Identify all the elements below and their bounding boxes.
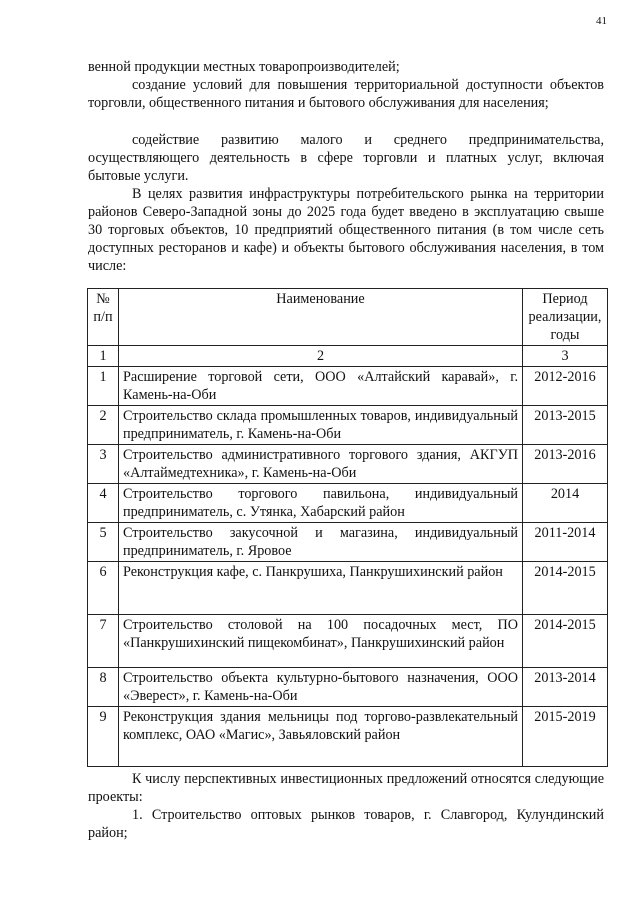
row-period: 2012-2016 bbox=[523, 367, 608, 406]
page-number: 41 bbox=[596, 15, 607, 27]
row-number: 4 bbox=[88, 484, 119, 523]
row-name: Расширение торговой сети, ООО «Алтайский каравай», г. Камень-на-Оби bbox=[119, 367, 523, 406]
paragraph-project-1: 1. Строительство оптовых рынков товаров, г. Славгород, Кулундинский район; bbox=[88, 807, 604, 841]
row-name: Строительство торгового павильона, индивидуальный предприниматель, с. Утянка, Хабарский район bbox=[119, 484, 523, 523]
row-name: Реконструкция здания мельницы под торгово-развлекательный комплекс, ОАО «Магис», Завьяловский район bbox=[119, 707, 523, 767]
column-number: 1 bbox=[88, 346, 119, 367]
row-name: Строительство столовой на 100 посадочных мест, ПО «Панкрушихинский пищекомбинат», Панкрушихинский район bbox=[119, 615, 523, 668]
row-number: 2 bbox=[88, 406, 119, 445]
row-name: Строительство склада промышленных товаров, индивидуальный предприниматель, г. Камень-на-Оби bbox=[119, 406, 523, 445]
row-period: 2013-2016 bbox=[523, 445, 608, 484]
row-number: 6 bbox=[88, 562, 119, 615]
row-name: Строительство закусочной и магазина, индивидуальный предприниматель, г. Яровое bbox=[119, 523, 523, 562]
row-number: 7 bbox=[88, 615, 119, 668]
row-period: 2013-2014 bbox=[523, 668, 608, 707]
header-name: Наименование bbox=[119, 289, 523, 346]
header-number: № п/п bbox=[88, 289, 119, 346]
header-period: Период реализации, годы bbox=[523, 289, 608, 346]
row-period: 2013-2015 bbox=[523, 406, 608, 445]
row-number: 8 bbox=[88, 668, 119, 707]
column-number-row bbox=[88, 346, 608, 367]
paragraph-investment-proposals: К числу перспективных инвестиционных предложений относятся следующие проекты: bbox=[88, 771, 604, 805]
column-number: 3 bbox=[523, 346, 608, 367]
paragraph-infrastructure: В целях развития инфраструктуры потребительского рынка на территории районов Северо-Западной зоны до 2025 года будет введено в эксплуатацию свыше 30 торговых объектов, 10 предприятий общественного питания (в том числе сеть доступных ресторанов и кафе) и объекты бытового обслуживания населения, в том числе: bbox=[88, 186, 604, 274]
row-number: 5 bbox=[88, 523, 119, 562]
row-number: 1 bbox=[88, 367, 119, 406]
table-row bbox=[88, 562, 608, 615]
row-period: 2014-2015 bbox=[523, 562, 608, 615]
paragraph-small-business: содействие развитию малого и среднего предпринимательства, осуществляющего деятельность в сфере торговли и платных услуг, включая бытовые услуги. bbox=[88, 132, 604, 184]
row-period: 2011-2014 bbox=[523, 523, 608, 562]
table-row bbox=[88, 406, 608, 445]
paragraph-continuation: венной продукции местных товаропроизводителей; bbox=[88, 59, 400, 75]
table-header-row bbox=[88, 289, 608, 346]
row-number: 3 bbox=[88, 445, 119, 484]
row-number: 9 bbox=[88, 707, 119, 767]
table-row bbox=[88, 445, 608, 484]
paragraph-accessibility: создание условий для повышения территориальной доступности объектов торговли, общественного питания и бытового обслуживания для населения; bbox=[88, 77, 604, 111]
table-row bbox=[88, 367, 608, 406]
row-period: 2014 bbox=[523, 484, 608, 523]
table-row bbox=[88, 668, 608, 707]
table-row bbox=[88, 523, 608, 562]
row-name: Строительство административного торгового здания, АКГУП «Алтаймедтехника», г. Камень-на-Оби bbox=[119, 445, 523, 484]
table-row bbox=[88, 615, 608, 668]
column-number: 2 bbox=[119, 346, 523, 367]
row-period: 2014-2015 bbox=[523, 615, 608, 668]
row-name: Реконструкция кафе, с. Панкрушиха, Панкрушихинский район bbox=[119, 562, 523, 615]
table-row bbox=[88, 484, 608, 523]
projects-table bbox=[87, 288, 608, 767]
row-name: Строительство объекта культурно-бытового назначения, ООО «Эверест», г. Камень-на-Оби bbox=[119, 668, 523, 707]
table-row bbox=[88, 707, 608, 767]
row-period: 2015-2019 bbox=[523, 707, 608, 767]
